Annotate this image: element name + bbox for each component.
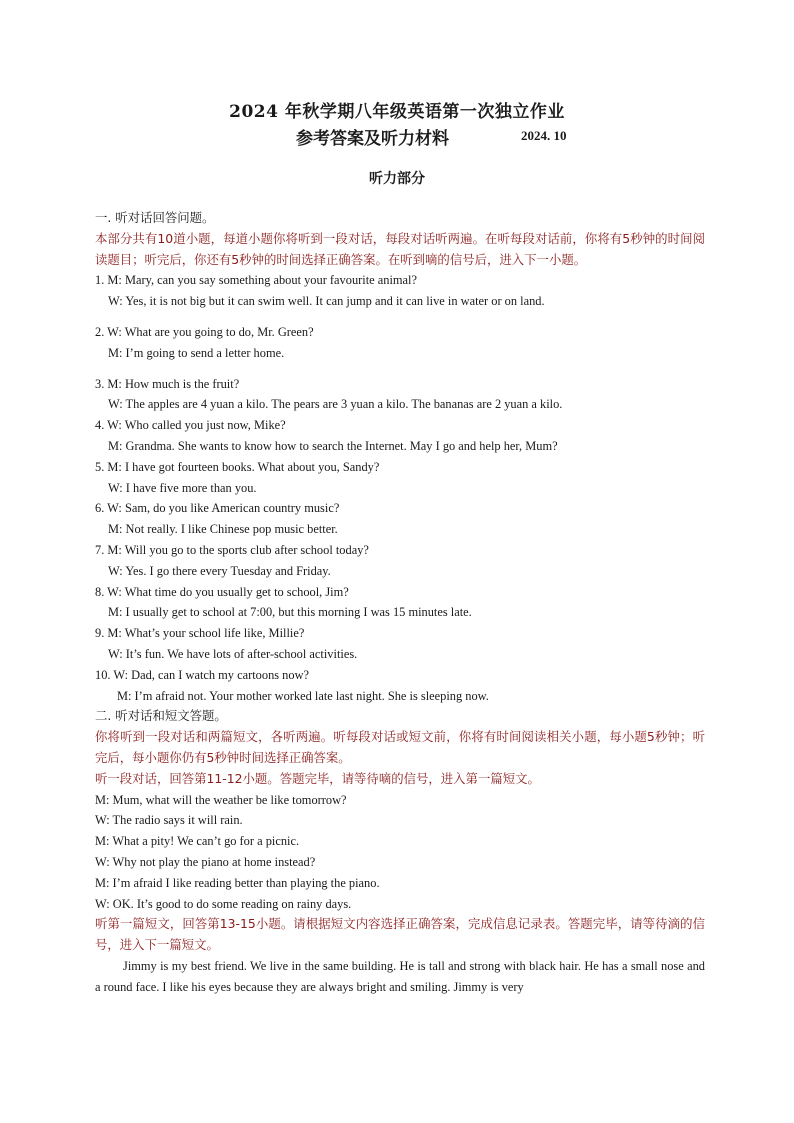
dialogue-line: M: I usually get to school at 7:00, but this morning I was 15 minutes late. (108, 605, 472, 620)
dialogue-line: W: I have five more than you. (108, 480, 257, 495)
dialogue-line: M: Mum, what will the weather be like tomorrow? (95, 792, 347, 807)
dialogue-6 (95, 498, 705, 540)
dialogue-line: W: The radio says it will rain. (95, 813, 243, 828)
dialogue-line: 3. M: How much is the fruit? (95, 376, 240, 391)
dialogue-1 (95, 270, 705, 312)
dialogue-line: 9. M: What’s your school life like, Millie? (95, 626, 305, 641)
dialogue-line: W: Why not play the piano at home instead? (95, 854, 316, 869)
document-title: 2024 年秋学期八年级英语第一次独立作业 (229, 102, 565, 122)
dialogue-line: W: OK. It’s good to do some reading on rainy days. (95, 896, 352, 911)
dialogue-line: 2. W: What are you going to do, Mr. Green? (95, 324, 314, 339)
passage-intro: 听第一篇短文，回答第13-15小题。请根据短文内容选择正确答案，完成信息记录表。答题完毕，请等待滴的信号，进入下一篇短文。 (95, 916, 705, 953)
dialogue-3 (95, 374, 705, 416)
part1-heading: 一. 听对话回答问题。 (95, 210, 215, 225)
dialogue-line: W: It’s fun. We have lots of after-school activities. (108, 646, 358, 661)
dialogue-2 (95, 322, 705, 364)
dialogue-line: M: I’m afraid not. Your mother worked late last night. She is sleeping now. (117, 688, 489, 703)
dialogue-line: M: Grandma. She wants to know how to search the Internet. May I go and help her, Mum? (108, 438, 558, 453)
part1-instructions: 本部分共有10道小题，每道小题你将听到一段对话，每段对话听两遍。在听每段对话前，你将有5秒钟的时间阅读题目；听完后，你还有5秒钟的时间选择正确答案。在听到嘀的信号后，进入下一小题。 (95, 230, 705, 267)
dialogue-intro: 听一段对话，回答第11-12小题。答题完毕，请等待嘀的信号，进入第一篇短文。 (95, 770, 540, 786)
dialogue-10 (95, 665, 705, 707)
part2-instructions: 你将听到一段对话和两篇短文，各听两遍。听每段对话或短文前，你将有时间阅读相关小题，每小题5秒钟；听完后，每小题你仍有5秒钟时间选择正确答案。 (95, 729, 705, 765)
dialogue-line: 6. W: Sam, do you like American country music? (95, 501, 340, 516)
document-date: 2024. 10 (521, 128, 567, 143)
dialogue-line: 4. W: Who called you just now, Mike? (95, 418, 286, 433)
dialogue-line: 1. M: Mary, can you say something about your favourite animal? (95, 273, 417, 288)
dialogue-line: W: Yes. I go there every Tuesday and Friday. (108, 563, 331, 578)
section-title: 听力部分 (369, 171, 425, 187)
dialogue-line: 5. M: I have got fourteen books. What about you, Sandy? (95, 459, 380, 474)
dialogue-9 (95, 623, 705, 665)
dialogue-4 (95, 415, 705, 457)
dialogue-line: W: Yes, it is not big but it can swim well. It can jump and it can live in water or on land. (108, 294, 545, 309)
dialogue-7 (95, 540, 705, 582)
document-body (95, 208, 705, 997)
dialogue-line: M: I’m afraid I like reading better than playing the piano. (95, 875, 380, 890)
dialogue-line: 8. W: What time do you usually get to school, Jim? (95, 584, 349, 599)
dialogue-line: 7. M: Will you go to the sports club after school today? (95, 542, 369, 557)
dialogue-line: 10. W: Dad, can I watch my cartoons now? (95, 667, 310, 682)
dialogue-line: M: What a pity! We can’t go for a picnic. (95, 834, 300, 849)
dialogue-line: M: Not really. I like Chinese pop music better. (108, 522, 338, 537)
part2-dialogue (95, 790, 705, 915)
dialogue-line: W: The apples are 4 yuan a kilo. The pears are 3 yuan a kilo. The bananas are 2 yuan a kilo. (108, 397, 563, 412)
dialogue-line: M: I’m going to send a letter home. (108, 345, 285, 360)
dialogue-8 (95, 582, 705, 624)
passage-text: Jimmy is my best friend. We live in the same building. He is tall and strong with black hair. He has a small nose and a round face. I like his eyes because they are always bright and smiling. Jimmy is very (95, 958, 705, 994)
dialogue-5 (95, 457, 705, 499)
document-subtitle: 参考答案及听力材料 (296, 129, 449, 149)
part2-heading: 二. 听对话和短文答题。 (95, 708, 227, 724)
